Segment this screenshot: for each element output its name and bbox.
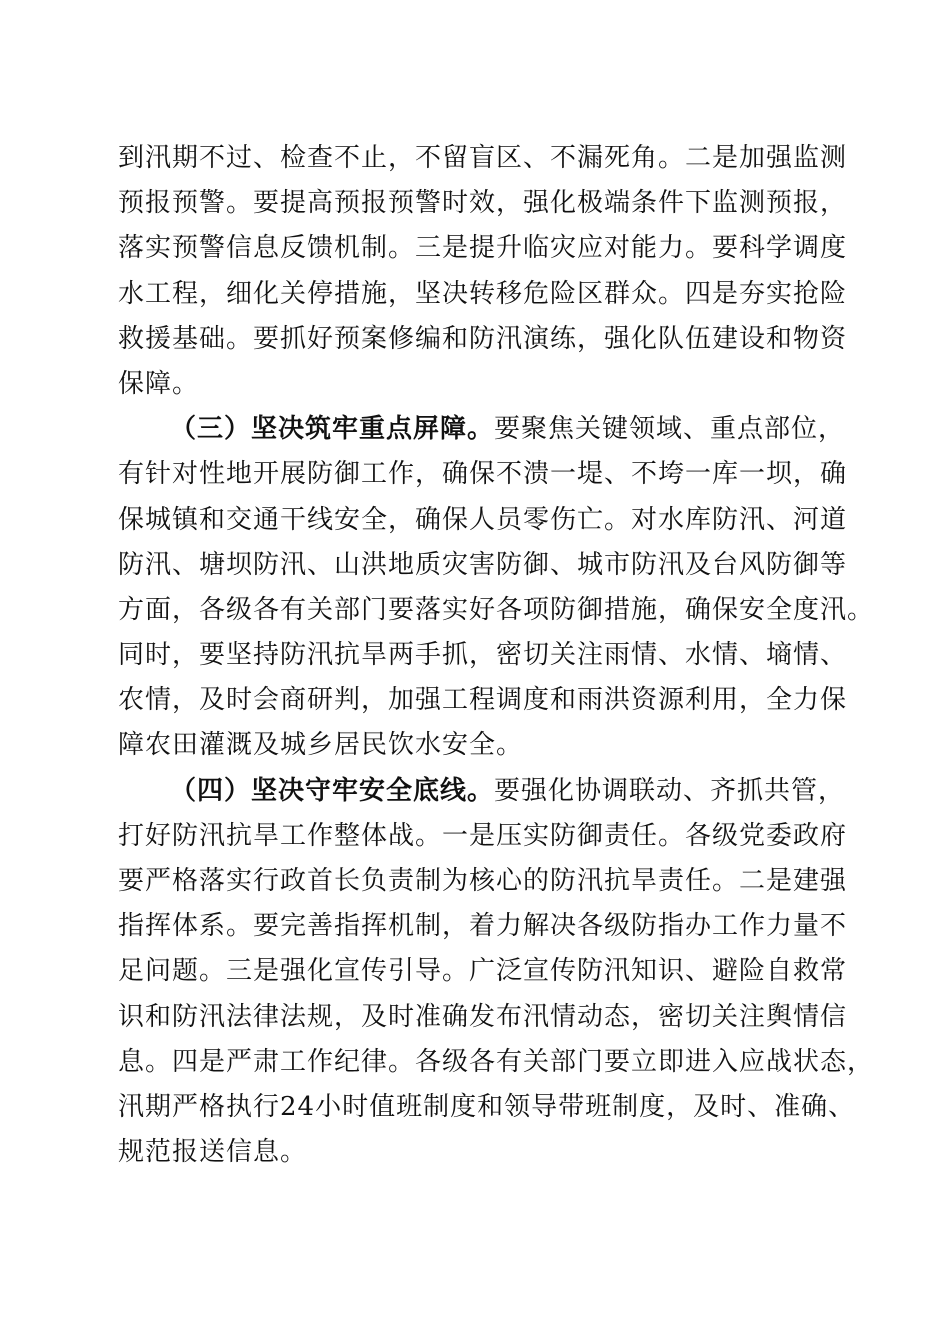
paragraph-line: 打好防汛抗旱工作整体战。一是压实防御责任。各级党委政府 — [118, 820, 848, 851]
paragraph-line: 有针对性地开展防御工作，确保不溃一堤、不垮一库一坝，确 — [118, 459, 848, 490]
paragraph-1 — [118, 136, 848, 407]
paragraph-line: 息。四是严肃工作纪律。各级各有关部门要立即进入应战状态， — [118, 1046, 875, 1077]
paragraph-line: 救援基础。要抓好预案修编和防汛演练，强化队伍建设和物资 — [118, 323, 848, 354]
paragraph-line: 落实预警信息反馈机制。三是提升临灾应对能力。要科学调度 — [118, 233, 848, 264]
paragraph-line: 到汛期不过、检查不止，不留盲区、不漏死角。二是加强监测 — [118, 143, 848, 173]
paragraph-line: 识和防汛法律法规，及时准确发布汛情动态，密切关注舆情信 — [118, 1001, 848, 1032]
paragraph-line: 规范报送信息。 — [118, 1137, 308, 1168]
paragraph-line: 汛期严格执行24小时值班制度和领导带班制度，及时、准确、 — [118, 1091, 856, 1122]
paragraph-text: 要强化协调联动、齐抓共管， — [494, 775, 846, 806]
paragraph-first-line — [118, 407, 846, 452]
paragraph-line: 保障。 — [118, 368, 200, 399]
paragraph-text: 要聚焦关键领域、重点部位， — [494, 414, 846, 445]
paragraph-line: 水工程，细化关停措施，坚决转移危险区群众。四是夯实抢险 — [118, 278, 848, 309]
paragraph-line: 足问题。三是强化宣传引导。广泛宣传防汛知识、避险自救常 — [118, 956, 848, 987]
section-heading-4: （四）坚决守牢安全底线。 — [170, 775, 495, 806]
paragraph-3 — [118, 769, 875, 1176]
paragraph-line: 预报预警。要提高预报预警时效，强化极端条件下监测预报， — [118, 188, 848, 219]
section-heading-3: （三）坚决筑牢重点屏障。 — [170, 414, 495, 445]
paragraph-line: 保城镇和交通干线安全，确保人员零伤亡。对水库防汛、河道 — [118, 504, 848, 535]
paragraph-2 — [118, 407, 875, 769]
paragraph-line: 同时，要坚持防汛抗旱两手抓，密切关注雨情、水情、墒情、 — [118, 640, 848, 671]
document-body — [118, 136, 875, 1175]
paragraph-line: 方面，各级各有关部门要落实好各项防御措施，确保安全度汛。 — [118, 594, 875, 625]
paragraph-line: 防汛、塘坝防汛、山洪地质灾害防御、城市防汛及台风防御等 — [118, 549, 848, 580]
paragraph-line: 障农田灌溉及城乡居民饮水安全。 — [118, 730, 524, 761]
paragraph-line: 农情，及时会商研判，加强工程调度和雨洪资源利用，全力保 — [118, 685, 848, 716]
paragraph-line: 要严格落实行政首长负责制为核心的防汛抗旱责任。二是建强 — [118, 866, 848, 896]
paragraph-first-line — [118, 769, 846, 814]
paragraph-line: 指挥体系。要完善指挥机制，着力解决各级防指办工作力量不 — [118, 911, 848, 942]
